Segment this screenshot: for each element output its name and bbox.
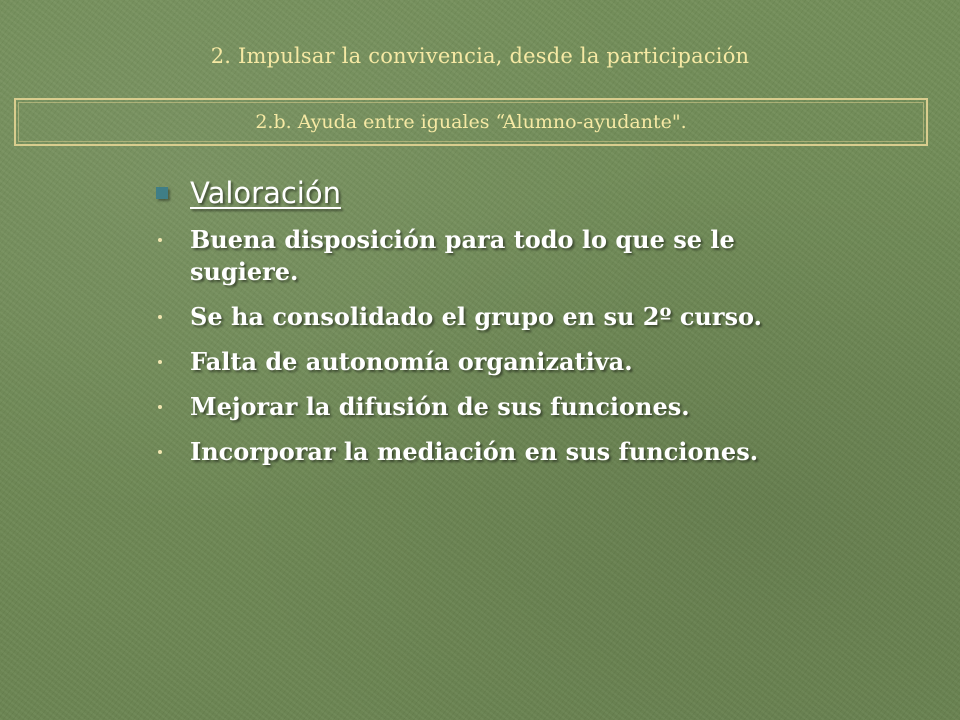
dot-bullet-icon — [158, 450, 162, 454]
dot-bullet-icon — [158, 238, 162, 242]
list-item-text: Mejorar la difusión de sus funciones. — [190, 392, 690, 421]
square-bullet-icon — [156, 187, 168, 199]
list-item — [152, 301, 852, 333]
dot-bullet-icon — [158, 360, 162, 364]
slide-subtitle: 2.b. Ayuda entre iguales “Alumno-ayudante". — [255, 111, 687, 133]
list-item — [152, 391, 852, 423]
bullet-list — [152, 224, 852, 468]
list-item — [152, 346, 852, 378]
dot-bullet-icon — [158, 315, 162, 319]
subtitle-box — [14, 98, 928, 146]
list-item-text: Incorporar la mediación en sus funciones. — [190, 437, 759, 466]
list-item-text: Buena disposición para todo lo que se le sugiere. — [190, 225, 735, 286]
list-item-text: Falta de autonomía organizativa. — [190, 347, 633, 376]
list-item — [152, 436, 852, 468]
section-heading: Valoración — [190, 176, 341, 210]
list-item — [152, 224, 852, 288]
list-item-text: Se ha consolidado el grupo en su 2º curso. — [190, 302, 762, 331]
slide-title: 2. Impulsar la convivencia, desde la participación — [210, 44, 750, 68]
section-heading-row — [152, 176, 852, 210]
slide-content — [152, 176, 852, 481]
dot-bullet-icon — [158, 405, 162, 409]
